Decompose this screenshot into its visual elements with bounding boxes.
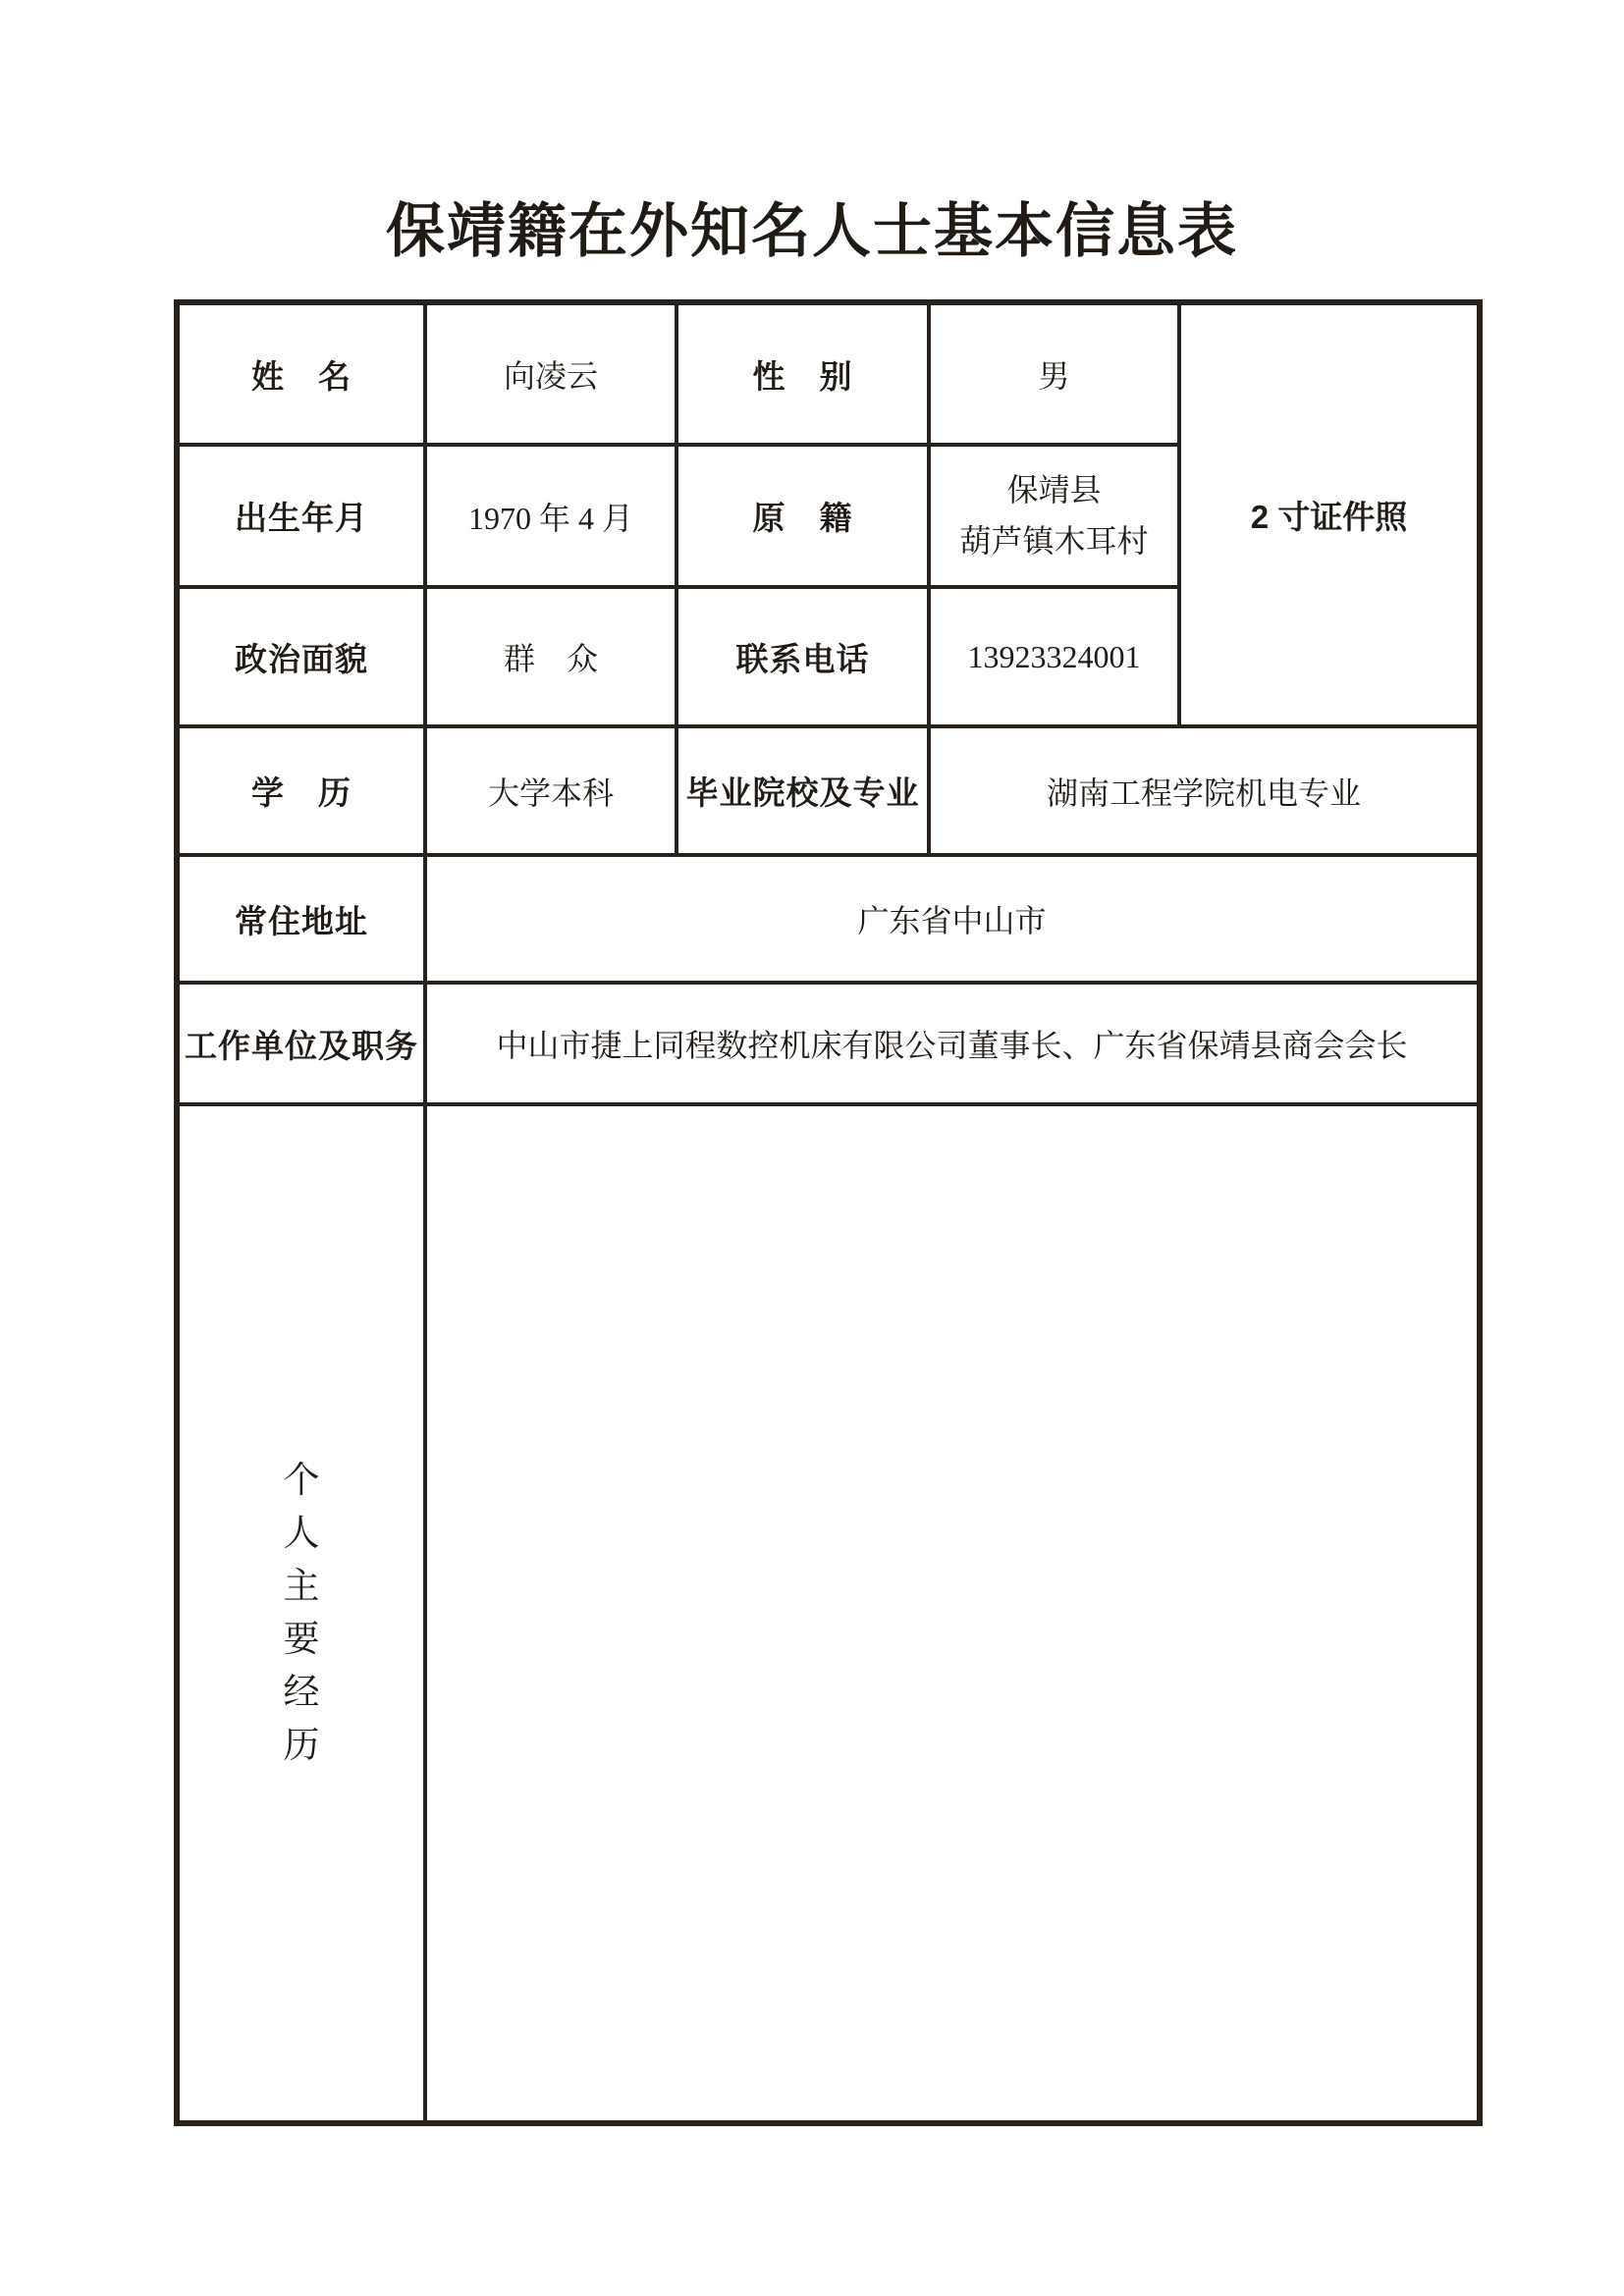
experience-label-char: 历 — [283, 1726, 320, 1766]
page-title: 保靖籍在外知名人士基本信息表 — [386, 199, 1238, 264]
school-value: 湖南工程学院机电专业 — [929, 726, 1480, 855]
row-experience — [177, 1104, 1480, 2123]
address-value: 广东省中山市 — [425, 855, 1480, 983]
origin-value — [929, 445, 1179, 587]
phone-value: 13923324001 — [929, 587, 1179, 726]
experience-label-char: 主 — [283, 1567, 320, 1607]
experience-label-char: 个 — [283, 1461, 320, 1501]
experience-label-char: 人 — [283, 1514, 320, 1554]
name-value: 向凌云 — [425, 302, 677, 445]
work-label: 工作单位及职务 — [177, 983, 425, 1104]
birth-value: 1970 年 4 月 — [425, 445, 677, 587]
education-label: 学 历 — [177, 726, 425, 855]
row-address — [177, 855, 1480, 983]
gender-label: 性 别 — [677, 302, 929, 445]
phone-label: 联系电话 — [677, 587, 929, 726]
origin-label: 原 籍 — [677, 445, 929, 587]
info-table — [174, 299, 1483, 2126]
experience-label-char: 要 — [283, 1620, 320, 1660]
work-value: 中山市捷上同程数控机床有限公司董事长、广东省保靖县商会会长 — [425, 983, 1480, 1104]
row-name-gender — [177, 302, 1480, 445]
gender-value: 男 — [929, 302, 1179, 445]
experience-label-char: 经 — [283, 1673, 320, 1713]
political-label: 政治面貌 — [177, 587, 425, 726]
row-work — [177, 983, 1480, 1104]
experience-value — [425, 1104, 1480, 2123]
origin-value-line1: 保靖县 — [1006, 472, 1102, 508]
photo-placeholder: 2 寸证件照 — [1179, 302, 1480, 726]
address-label: 常住地址 — [177, 855, 425, 983]
political-value: 群 众 — [425, 587, 677, 726]
experience-label-cell — [177, 1104, 425, 2123]
education-value: 大学本科 — [425, 726, 677, 855]
name-label: 姓 名 — [177, 302, 425, 445]
school-label: 毕业院校及专业 — [677, 726, 929, 855]
origin-value-line2: 葫芦镇木耳村 — [959, 522, 1149, 559]
birth-label: 出生年月 — [177, 445, 425, 587]
experience-label — [180, 1463, 423, 1764]
row-education-school — [177, 726, 1480, 855]
